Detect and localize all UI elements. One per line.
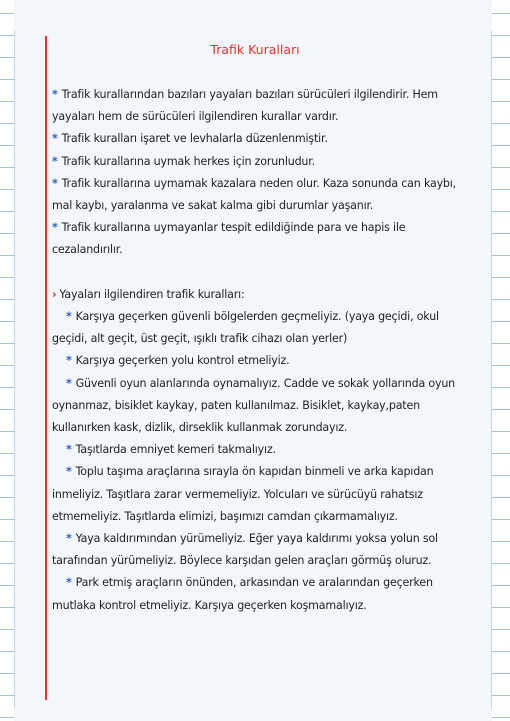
text-line — [52, 220, 405, 236]
text-line — [52, 487, 423, 503]
asterisk-bullet-icon: * — [66, 310, 72, 323]
text-line — [52, 287, 245, 303]
line-text: Toplu taşıma araçlarına sırayla ön kapıdan binmeli ve arka kapıdan — [75, 465, 434, 479]
text-line — [52, 509, 398, 525]
asterisk-bullet-icon: * — [52, 88, 58, 101]
text-line — [52, 420, 347, 436]
line-text: Yaya kaldırımından yürümeliyiz. Eğer yaya kaldırımı yoksa yolun sol — [75, 532, 438, 545]
line-text: Karşıya geçerken güvenli bölgelerden geçmeliyiz. (yaya geçidi, okul — [75, 310, 439, 323]
asterisk-bullet-icon: * — [52, 176, 58, 190]
asterisk-bullet-icon: * — [66, 576, 72, 590]
text-line — [52, 553, 431, 569]
line-text: Karşıya geçerken yolu kontrol etmeliyiz. — [75, 354, 290, 368]
text-line — [52, 87, 438, 103]
text-line — [52, 398, 420, 414]
line-text: Güvenli oyun alanlarında oynamalıyız. Cadde ve sokak yollarında oyun — [75, 376, 456, 390]
asterisk-bullet-icon: * — [52, 154, 58, 168]
text-line — [66, 376, 455, 392]
text-line — [66, 575, 433, 591]
text-line — [52, 598, 367, 614]
text-line — [52, 242, 122, 258]
asterisk-bullet-icon: * — [66, 376, 72, 390]
line-text: Trafik kurallarına uymayanlar tespit edildiğinde para ve hapis ile — [61, 221, 406, 235]
line-text: Yayaları ilgilendiren trafik kuralları: — [59, 287, 245, 301]
line-text: yayaları hem de sürücüleri ilgilendiren kurallar vardır. — [52, 110, 339, 124]
asterisk-bullet-icon: * — [66, 443, 72, 457]
line-text: mutlaka kontrol etmeliyiz. Karşıya geçerken koşmamalıyız. — [52, 598, 367, 612]
text-line — [52, 154, 315, 170]
page-title: Trafik Kuralları — [210, 42, 300, 57]
text-line — [66, 464, 433, 480]
asterisk-bullet-icon: * — [52, 132, 58, 146]
line-text: Trafik kurallarına uymamak kazalara neden olur. Kaza sonunda can kaybı, — [61, 176, 456, 190]
asterisk-bullet-icon: * — [66, 465, 72, 479]
line-text: Taşıtlarda emniyet kemeri takmalıyız. — [75, 443, 276, 457]
text-line — [52, 131, 328, 147]
line-text: inmeliyiz. Taşıtlara zarar vermemeliyiz. Yolcuları ve sürücüyü rahatsız — [52, 487, 423, 501]
text-line — [66, 309, 439, 325]
line-text: tarafından yürümeliyiz. Böylece karşıdan gelen araçları görmüş oluruz. — [52, 554, 432, 568]
line-text: etmemeliyiz. Taşıtlarda elimizi, başımızı camdan çıkarmamalıyız. — [52, 509, 398, 523]
text-line — [66, 442, 276, 458]
line-text: Trafik kuralları işaret ve levhalarla düzenlenmiştir. — [61, 132, 328, 146]
line-text: cezalandırılır. — [52, 243, 123, 257]
line-text: kullanırken kask, dizlik, dirseklik kullanmak zorundayız. — [52, 421, 348, 434]
asterisk-bullet-icon: * — [52, 221, 58, 235]
line-text: geçidi, alt geçit, üst geçit, ışıklı trafik cihazı olan yerler) — [52, 332, 348, 346]
text-line — [66, 353, 289, 369]
line-text: Trafik kurallarından bazıları yayaları bazıları sürücüleri ilgilendirir. Hem — [61, 88, 438, 101]
page-right-edge — [491, 30, 492, 708]
text-line — [52, 109, 338, 125]
red-margin-line — [45, 36, 47, 700]
chevron-bullet-icon: › — [52, 287, 57, 301]
line-text: Park etmiş araçların önünden, arkasından ve aralarından geçerken — [75, 576, 433, 590]
text-line — [66, 531, 438, 547]
asterisk-bullet-icon: * — [66, 354, 72, 368]
text-line — [52, 176, 456, 192]
text-line — [52, 198, 373, 214]
line-text: mal kaybı, yaralanma ve sakat kalma gibi durumlar yaşanır. — [52, 199, 374, 212]
asterisk-bullet-icon: * — [66, 532, 72, 545]
line-text: Trafik kurallarına uymak herkes için zorunludur. — [61, 154, 315, 168]
line-text: oynanmaz, bisiklet kaykay, paten kullanılmaz. Bisiklet, kaykay,paten — [52, 398, 420, 412]
page-left-edge — [14, 30, 15, 708]
text-line — [52, 331, 347, 347]
